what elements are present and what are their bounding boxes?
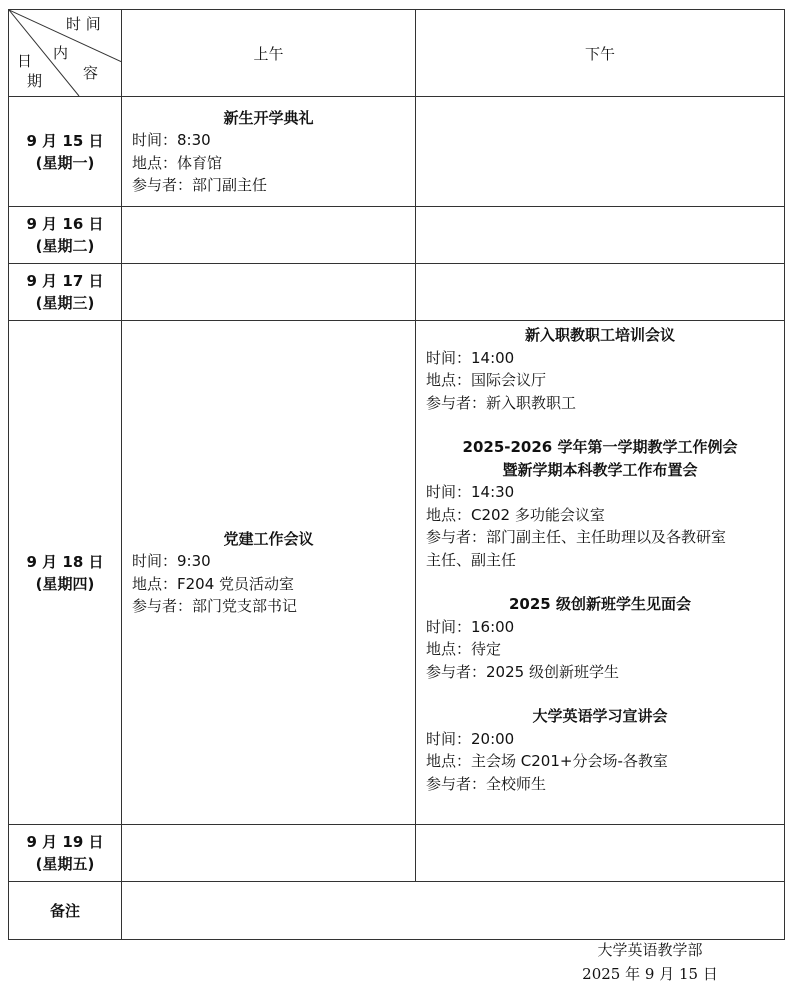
corner-time-label: 时 间 (66, 15, 101, 33)
event-block (122, 99, 415, 205)
event-attendees: 参与者：新入职教职工 (426, 393, 577, 412)
event-title: 2025 级创新班学生见面会 (509, 595, 691, 613)
event-title: 新入职教职工培训会议 (524, 326, 675, 344)
corner-content-label-1: 内 (53, 44, 69, 62)
event-time: 时间：16:00 (426, 617, 515, 636)
afternoon-cell (416, 207, 785, 264)
notes-cell (122, 882, 785, 940)
event-place: 地点：F204 党员活动室 (132, 574, 295, 593)
event-time: 时间：14:00 (426, 348, 515, 367)
event-place: 地点：国际会议厅 (426, 371, 547, 389)
event-title: 新生开学典礼 (223, 108, 314, 127)
morning-cell (122, 264, 416, 321)
notes-label: 备注 (9, 882, 122, 940)
event-attendees: 参与者：全校师生 (426, 774, 547, 793)
event-time: 时间：8:30 (132, 131, 211, 149)
schedule-row (9, 321, 785, 825)
schedule-row (9, 97, 785, 207)
event-title: 党建工作会议 (223, 529, 314, 548)
schedule-row (9, 264, 785, 321)
date-cell (9, 825, 122, 882)
event-place: 地点：主会场 C201+分会场-各教室 (426, 752, 668, 770)
date-cell (9, 207, 122, 264)
morning-header: 上午 (122, 10, 416, 97)
afternoon-cell (416, 321, 785, 825)
morning-cell (122, 321, 416, 825)
diagonal-header-cell (9, 10, 122, 97)
event-attendees: 参与者：部门党支部书记 (132, 597, 298, 615)
weekday-text: (星期三) (35, 294, 95, 312)
event-title: 大学英语学习宣讲会 (532, 707, 668, 725)
date-cell (9, 321, 122, 825)
afternoon-cell (416, 97, 785, 207)
weekday-text: (星期五) (35, 855, 95, 873)
corner-content-label-2: 容 (83, 64, 99, 82)
event-attendees: 参与者：部门副主任 (132, 176, 268, 194)
event-place: 地点：C202 多功能会议室 (426, 505, 605, 524)
weekday-text: (星期一) (35, 153, 95, 172)
afternoon-cell (416, 264, 785, 321)
header-row (9, 10, 785, 97)
event-attendees: 参与者：2025 级创新班学生 (426, 662, 619, 681)
event-time: 时间：20:00 (426, 729, 515, 748)
event-title: 2025-2026 学年第一学期教学工作例会 (462, 438, 738, 456)
event-place: 地点：待定 (426, 640, 502, 658)
weekday-text: (星期二) (35, 237, 95, 255)
event-time: 时间：9:30 (132, 552, 211, 570)
footer-org: 大学英语教学部 (597, 941, 703, 959)
event-time: 时间：14:30 (426, 483, 515, 501)
date-text: 9 月 16 日 (26, 215, 104, 233)
date-cell (9, 264, 122, 321)
date-text: 9 月 17 日 (26, 272, 104, 290)
corner-date-label-1: 日 (17, 52, 33, 70)
weekly-schedule-table (8, 9, 785, 940)
event-place: 地点：体育馆 (132, 153, 223, 172)
event-block (122, 520, 415, 626)
event-attendees: 参与者：部门副主任、主任助理以及各教研室 (426, 528, 727, 546)
weekday-text: (星期四) (35, 574, 95, 593)
date-cell (9, 97, 122, 207)
footer-date: 2025 年 9 月 15 日 (582, 965, 718, 983)
event-block (416, 321, 784, 803)
event-attendees-line2: 主任、副主任 (426, 550, 517, 569)
morning-cell (122, 207, 416, 264)
afternoon-header: 下午 (416, 10, 785, 97)
schedule-row (9, 825, 785, 882)
notes-row (9, 882, 785, 940)
date-text: 9 月 18 日 (26, 552, 104, 571)
footer-signature (560, 938, 740, 986)
corner-date-label-2: 期 (27, 72, 43, 90)
morning-cell (122, 97, 416, 207)
schedule-row (9, 207, 785, 264)
event-title-line2: 暨新学期本科教学工作布置会 (502, 460, 698, 479)
date-text: 9 月 19 日 (26, 833, 104, 851)
afternoon-cell (416, 825, 785, 882)
date-text: 9 月 15 日 (26, 131, 104, 150)
morning-cell (122, 825, 416, 882)
